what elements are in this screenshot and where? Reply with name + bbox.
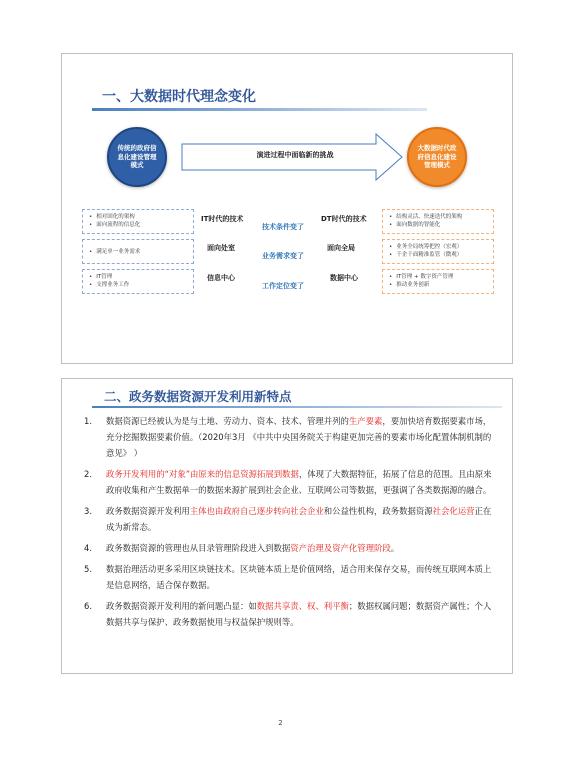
list-item: • 千企千面精准监管（微观） [389, 251, 489, 259]
highlighted-text: 资产治理及资产化管理阶段 [290, 543, 391, 553]
item-text: 数据治理活动更多采用区块链技术。区块链本质上是价值网络，适合用来保存交易，而传统互联网本质上是信息网络，适合保存数据。 [106, 564, 492, 590]
row1-left-label: IT时代的技术 [201, 215, 244, 223]
row2-right-label: 面向全局 [327, 244, 355, 252]
list-item: • IT管理 + 数字资产管理 [389, 273, 489, 281]
item-text: 和公益性机构，政务数据资源 [323, 506, 433, 516]
row2-left-label: 面向处室 [207, 244, 235, 252]
row2-left-box [82, 239, 194, 264]
item-text: 正在成为新常态。 [106, 506, 492, 532]
row3-change-label: 工作定位变了 [262, 282, 304, 290]
highlighted-text: 生产要素 [348, 416, 383, 426]
slide-new-features [61, 378, 513, 674]
row3-left-label: 信息中心 [207, 274, 235, 282]
list-item [82, 466, 492, 498]
list-item: • 推动业务创新 [389, 281, 489, 289]
row3-right-box [382, 269, 494, 294]
traditional-model-label: 传统的政府信息化建设管理模式 [117, 143, 157, 170]
item-text: 数据资源已经被认为是与土地、劳动力、资本、技术、管理并列的 [106, 416, 349, 426]
list-item: • IT管理 [89, 273, 189, 281]
title-underline [92, 406, 502, 408]
row2-change-label: 业务需求变了 [262, 252, 304, 260]
highlighted-text: 主体也由政府自己逐步转向社会企业 [189, 506, 324, 516]
list-item: • 相对固化的架构 [89, 213, 189, 221]
bigdata-model-label: 大数据时代政府信息化建设管理模式 [417, 143, 457, 170]
highlighted-text: 社会化运营 [432, 506, 475, 516]
item-text: 。 [390, 543, 400, 553]
list-item: • 业务全局统筹把控（宏观） [389, 243, 489, 251]
slide-concept-change [61, 53, 513, 364]
list-item: • 结构灵活、快速迭代的架构 [389, 213, 489, 221]
item-text: 政务数据资源的管理也从目录管理阶段进入到数据 [106, 543, 291, 553]
item-text: ，体现了大数据特征，拓展了信息的范围。且由原来政府收集和产生数据单一的数据来源扩展到社会企业、互联网公司等数据，更强调了各类数据源的融合。 [106, 469, 492, 495]
list-item: • 面向数据的智能化 [389, 221, 489, 229]
list-item [82, 561, 492, 593]
highlighted-text: 数据共享责、权、利平衡 [256, 601, 349, 611]
bigdata-model-circle [407, 127, 467, 187]
list-item: • 满足单一业务需求 [89, 248, 189, 256]
slide1-title: 一、大数据时代理念变化 [102, 89, 256, 105]
row1-right-label: DT时代的技术 [321, 215, 367, 223]
feature-list [82, 413, 492, 635]
item-text: 政务数据资源开发利用 [106, 506, 190, 516]
row3-right-label: 数据中心 [330, 274, 358, 282]
highlighted-text: 政务开发利用的“对象”由原来的信息资源拓展到数据 [106, 469, 299, 479]
list-item [82, 540, 492, 556]
item-number: 3. [84, 506, 92, 516]
list-item: • 面向流程的信息化 [89, 221, 189, 229]
list-item [82, 503, 492, 535]
row1-right-box [382, 209, 494, 234]
list-item: • 支撑业务工作 [89, 281, 189, 289]
list-item [82, 413, 492, 461]
item-text: ；数据权属问题；数据资产属性；个人数据共享与保护、政务数据使用与权益保护规则等。 [106, 601, 492, 627]
item-number: 1. [84, 416, 92, 426]
list-item [82, 598, 492, 630]
row2-right-box [382, 239, 494, 264]
slide2-title: 二、政务数据资源开发利用新特点 [104, 389, 292, 404]
item-number: 4. [84, 543, 92, 553]
item-number: 5. [84, 564, 92, 574]
item-text: 政务数据资源开发利用的新问题凸显：如 [106, 601, 257, 611]
row3-left-box [82, 269, 194, 294]
item-text: ，要加快培育数据要素市场，充分挖掘数据要素价值。（2020年3月 《中共中央国务院关于构建更加完善的要素市场化配置体制机制的意见》 ） [106, 416, 492, 458]
row1-left-box [82, 209, 194, 234]
traditional-model-circle [107, 127, 167, 187]
arrow-caption: 演进过程中面临新的挑战 [256, 151, 334, 159]
title-underline [92, 108, 427, 111]
page-number: 2 [278, 719, 283, 727]
item-number: 6. [84, 601, 92, 611]
row1-change-label: 技术条件变了 [262, 223, 304, 231]
item-number: 2. [84, 469, 92, 479]
